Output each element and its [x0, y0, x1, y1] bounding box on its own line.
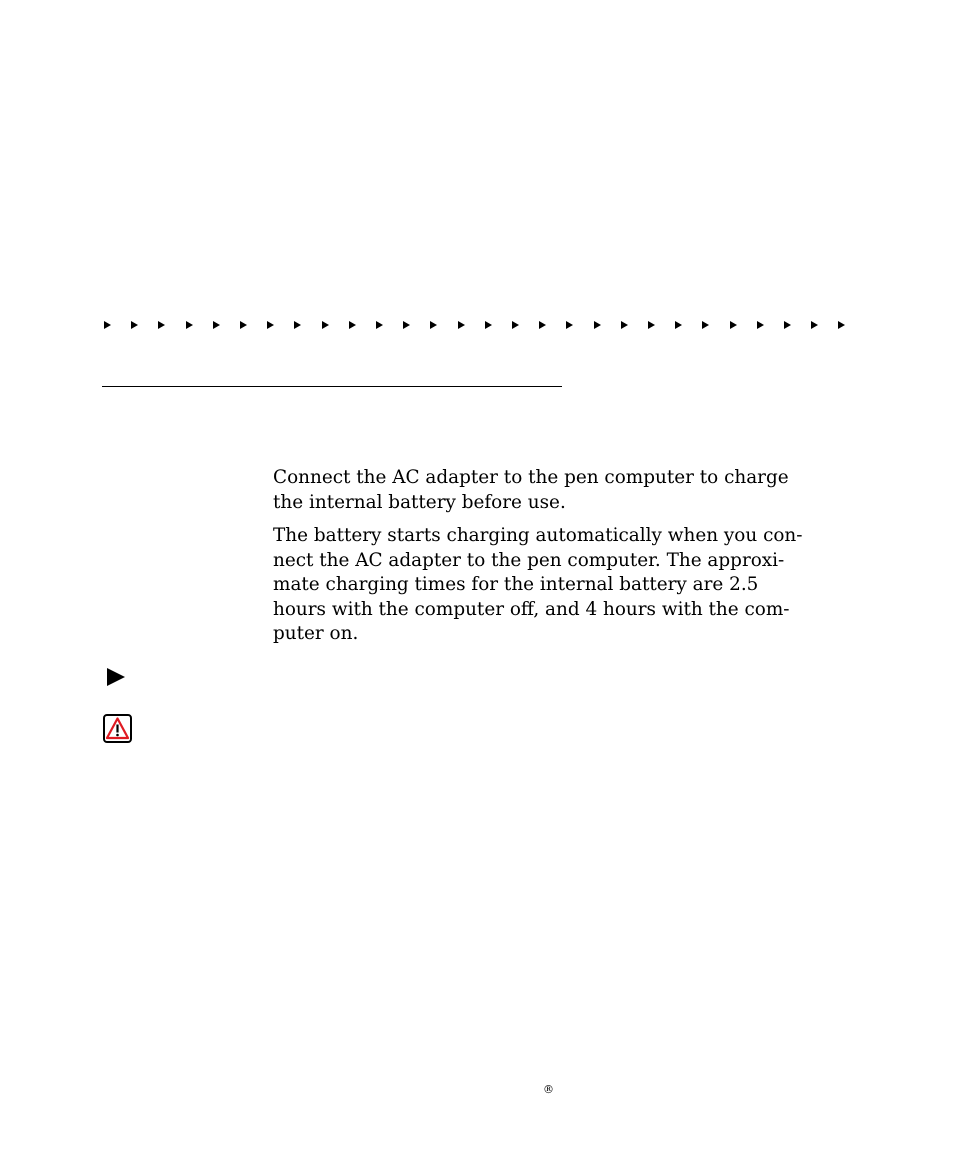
- divider-triangle-icon: [349, 321, 356, 329]
- divider-triangle-icon: [104, 321, 111, 329]
- divider-triangle-icon: [594, 321, 601, 329]
- divider-triangle-icon: [648, 321, 655, 329]
- paragraph-charge-before-use: [273, 466, 833, 515]
- divider-triangle-icon: [376, 321, 383, 329]
- divider-triangle-icon: [322, 321, 329, 329]
- divider-triangle-icon: [702, 321, 709, 329]
- text-line: Connect the AC adapter to the pen computer to charge: [273, 467, 789, 488]
- divider-triangle-icon: [267, 321, 274, 329]
- section-divider-arrows: [100, 317, 860, 333]
- caution-warning-icon: [103, 714, 132, 743]
- note-arrow-icon: [107, 668, 125, 686]
- divider-triangle-icon: [131, 321, 138, 329]
- text-line: hours with the computer off, and 4 hours with the com-: [273, 598, 790, 620]
- divider-triangle-icon: [294, 321, 301, 329]
- divider-triangle-icon: [730, 321, 737, 329]
- section-body: [273, 466, 833, 656]
- divider-triangle-icon: [430, 321, 437, 329]
- text-line: nect the AC adapter to the pen computer. The approxi-: [273, 549, 785, 571]
- text-line: mate charging times for the internal battery are 2.5: [273, 574, 759, 595]
- divider-triangle-icon: [566, 321, 573, 329]
- divider-triangle-icon: [784, 321, 791, 329]
- divider-triangle-icon: [512, 321, 519, 329]
- divider-triangle-icon: [539, 321, 546, 329]
- divider-triangle-icon: [621, 321, 628, 329]
- divider-triangle-icon: [186, 321, 193, 329]
- divider-triangle-icon: [485, 321, 492, 329]
- heading-rule: [102, 386, 562, 387]
- divider-triangle-icon: [158, 321, 165, 329]
- text-line: puter on.: [273, 623, 359, 644]
- registered-trademark-mark: ®: [543, 1083, 554, 1096]
- divider-triangle-icon: [838, 321, 845, 329]
- divider-triangle-icon: [757, 321, 764, 329]
- divider-triangle-icon: [240, 321, 247, 329]
- divider-triangle-icon: [811, 321, 818, 329]
- divider-triangle-icon: [675, 321, 682, 329]
- divider-triangle-icon: [458, 321, 465, 329]
- divider-triangle-icon: [213, 321, 220, 329]
- text-line: The battery starts charging automatically when you con-: [273, 525, 803, 546]
- divider-triangle-icon: [403, 321, 410, 329]
- paragraph-charging-times: [273, 524, 833, 647]
- text-line: the internal battery before use.: [273, 491, 566, 513]
